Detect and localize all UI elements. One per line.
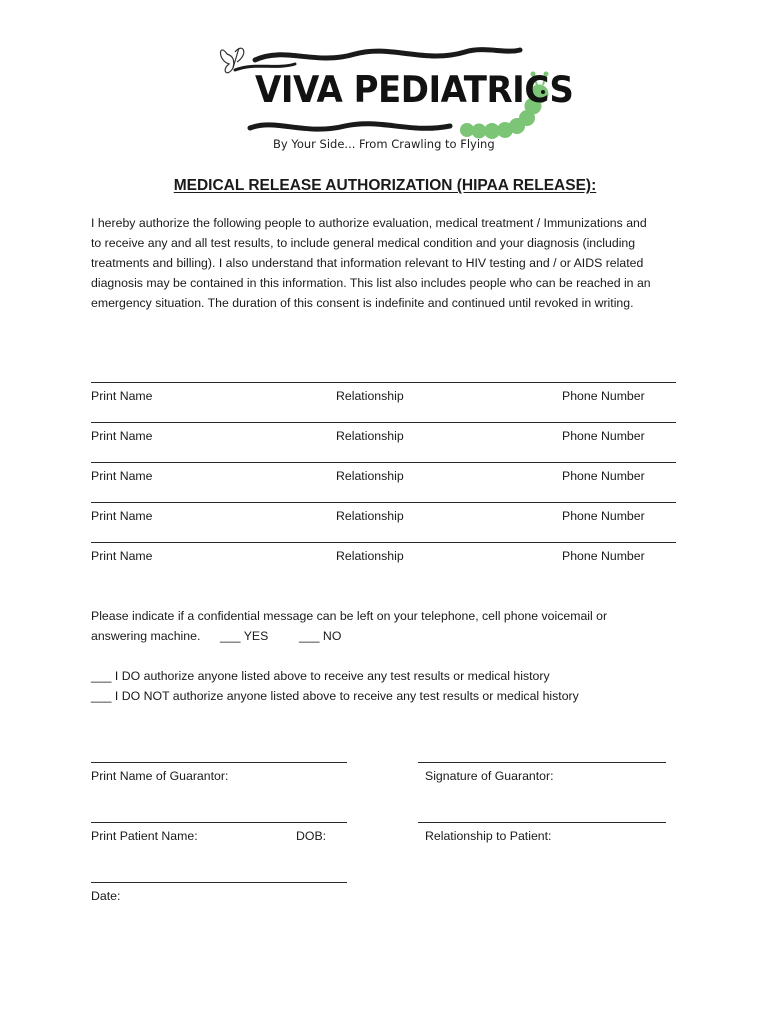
dob-label: DOB: [296, 829, 327, 843]
entry-line[interactable] [91, 462, 676, 463]
brand-name: VIVA PEDIATRICS [255, 68, 574, 112]
brand-tagline: By Your Side... From Crawling to Flying [273, 137, 495, 151]
print-name-label: Print Name [91, 389, 153, 403]
page-title: MEDICAL RELEASE AUTHORIZATION (HIPAA RELEASE): [173, 177, 597, 194]
patient-name-line[interactable] [91, 822, 347, 823]
phone-number-label: Phone Number [562, 509, 645, 523]
do-not-authorize-option[interactable]: ___ I DO NOT authorize anyone listed above to receive any test results or medical history [91, 689, 579, 703]
phone-number-label: Phone Number [562, 429, 645, 443]
guarantor-signature-line[interactable] [418, 762, 666, 763]
print-name-label: Print Name [91, 549, 153, 563]
relationship-label: Relationship [336, 549, 404, 563]
yes-option[interactable]: ___ YES [220, 629, 269, 643]
relationship-to-patient-label: Relationship to Patient: [425, 829, 552, 843]
relationship-label: Relationship [336, 509, 404, 523]
no-option[interactable]: ___ NO [299, 629, 342, 643]
relationship-label: Relationship [336, 389, 404, 403]
practice-logo [215, 40, 574, 158]
top-swoosh [255, 50, 520, 60]
relationship-to-patient-line[interactable] [418, 822, 666, 823]
relationship-label: Relationship [336, 429, 404, 443]
phone-number-label: Phone Number [562, 389, 645, 403]
print-name-label: Print Name [91, 469, 153, 483]
relationship-label: Relationship [336, 469, 404, 483]
authorization-paragraph: I hereby authorize the following people to authorize evaluation, medical treatment / Immunizations and to receive any and all test results, to include general medical condition and your diagnosis (including treatments and billing). I also understand that information relevant to HIV testing and / or AIDS related diagnosis may be contained in this information. This list also includes people who can be reached in an emergency situation. The duration of this consent is indefinite and continued until revoked in writing. [91, 216, 651, 310]
print-name-label: Print Name [91, 429, 153, 443]
date-label: Date: [91, 889, 121, 903]
date-line[interactable] [91, 882, 347, 883]
entry-line[interactable] [91, 542, 676, 543]
guarantor-name-label: Print Name of Guarantor: [91, 769, 229, 783]
phone-number-label: Phone Number [562, 469, 645, 483]
confidential-question-cont: answering machine. [91, 629, 201, 643]
entry-line[interactable] [91, 422, 676, 423]
entry-line[interactable] [91, 502, 676, 503]
entry-line[interactable] [91, 382, 676, 383]
do-authorize-option[interactable]: ___ I DO authorize anyone listed above to receive any test results or medical history [91, 669, 550, 683]
guarantor-name-line[interactable] [91, 762, 347, 763]
bottom-swoosh [250, 124, 450, 129]
phone-number-label: Phone Number [562, 549, 645, 563]
confidential-question: Please indicate if a confidential message can be left on your telephone, cell phone voicemail or [91, 609, 608, 623]
patient-name-label: Print Patient Name: [91, 829, 198, 843]
guarantor-signature-label: Signature of Guarantor: [425, 769, 554, 783]
print-name-label: Print Name [91, 509, 153, 523]
